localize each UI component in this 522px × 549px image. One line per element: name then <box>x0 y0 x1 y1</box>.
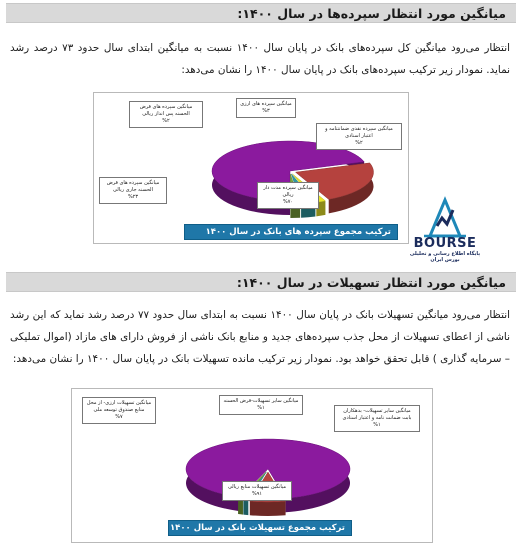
callout-pct: %۲ <box>162 118 170 124</box>
callout-label: میانگین سپرده های قرض الحسنه پس انداز ریالی <box>139 104 193 117</box>
facilities-chart <box>71 388 433 543</box>
logo-word: BOURSE <box>413 236 477 251</box>
callout-label: میانگین تسهیلات منابع ریالی <box>227 484 287 490</box>
callout-loan-rial <box>222 481 292 501</box>
callout-pct: %۷ <box>115 414 123 420</box>
pie-slice-side <box>250 501 286 516</box>
deposits-chart <box>93 92 409 244</box>
callout-pct: %۱ <box>257 405 265 411</box>
callout-label: میانگین سپرده های ارزی <box>240 101 292 107</box>
pie-slice-side <box>238 500 243 515</box>
callout-loan-guarantee <box>334 405 420 432</box>
section-heading-deposits: میانگین مورد انتظار سپرده‌ها در سال ۱۴۰۰: <box>6 3 516 23</box>
section-heading-facilities: میانگین مورد انتظار تسهیلات در سال ۱۴۰۰: <box>6 272 516 292</box>
callout-loan-fx <box>82 397 156 424</box>
callout-deposit-qh-savings <box>129 101 203 128</box>
callout-pct: %۱ <box>373 422 381 428</box>
callout-pct: %۷۰ <box>282 199 294 205</box>
deposits-paragraph: انتظار می‌رود میانگین کل سپرده‌های بانک در پایان سال ۱۴۰۰ نسبت به میانگین ابتدای سال حدود ۷۳ درصد رشد نماید. نمودار زیر ترکیب سپرده‌های بانک در پایان سال ۱۴۰۰ را نشان می‌دهد: <box>10 42 510 76</box>
bourse-logo-mark <box>406 196 484 240</box>
callout-loan-qh <box>219 395 303 415</box>
callout-deposit-fx <box>236 98 296 118</box>
callout-label: میانگین سایر تسهیلات- بدهکاران بابت ضمانت نامه و اعتبار اسنادی <box>342 408 412 421</box>
callout-pct: %۳ <box>262 108 270 114</box>
callout-label: میانگین سایر تسهیلات-قرض الحسنه <box>223 398 299 404</box>
facilities-chart-title: ترکیب مجموع تسهیلات بانک در سال ۱۴۰۰ <box>168 520 352 536</box>
logo-tagline: پایگاه اطلاع رسانی و تحلیلی بورس ایران <box>409 251 481 263</box>
bourse-logo <box>406 196 484 263</box>
callout-label: میانگین سپرده نقدی ضمانتنامه و اعتبار اسنادی <box>325 126 393 139</box>
callout-pct: %۲۳ <box>127 194 139 200</box>
callout-deposit-guarantee <box>316 123 402 150</box>
callout-deposit-qh-current <box>99 177 167 204</box>
deposits-chart-title: ترکیب مجموع سپرده های بانک در سال ۱۴۰۰ <box>184 224 398 240</box>
callout-deposit-term <box>257 182 319 209</box>
facilities-paragraph: انتظار می‌رود میانگین تسهیلات بانک در پایان سال ۱۴۰۰ نسبت به ابتدای سال حدود ۷۷ درصد رشد نماید که این رشد ناشی از اعطای تسهیلات از محل جذب سپرده‌های جدید و منابع بانک ناشی از فروش دارای های مازاد (اموال تملیکی – سرمایه گذاری ) قابل تحقق خواهد بود. نمودار زیر ترکیب مانده تسهیلات بانک در پایان سال ۱۴۰۰ را نشان می‌دهد: <box>10 309 510 365</box>
callout-label: میانگین سپرده های قرض الحسنه جاری ریالی <box>106 180 160 193</box>
callout-label: میانگین تسهیلات ارزی- از محل منابع صندوق توسعه ملی <box>86 400 152 413</box>
callout-pct: %۹۱ <box>251 491 263 497</box>
callout-label: میانگین سپرده مدت دار ریالی <box>263 185 313 198</box>
pie-slice-side <box>243 501 248 515</box>
callout-pct: %۲ <box>355 140 363 146</box>
